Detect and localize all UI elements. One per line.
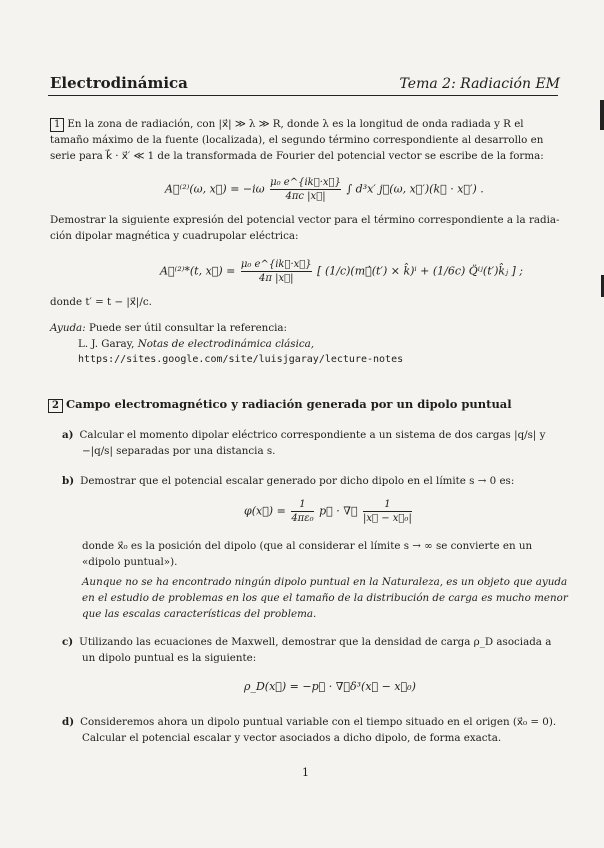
item-c-line-1: c) Utilizando las ecuaciones de Maxwell, demostrar que la densidad de carga ρ_D asociada a: [62, 636, 552, 648]
scan-edge-mark: [600, 100, 604, 130]
item-b-note-1: Aunque no se ha encontrado ningún dipolo puntual en la Naturaleza, es un objeto que ayuda: [82, 576, 568, 588]
item-b-line-1: b) Demostrar que el potencial escalar generado por dicho dipolo en el límite s → 0 es:: [62, 475, 515, 487]
reference-url: https://sites.google.com/site/luisjgaray/lecture-notes: [78, 354, 404, 365]
problem-1-line-2: tamaño máximo de la fuente (localizada), el segundo término correspondiente al desarrollo en: [50, 134, 544, 146]
problem-1-line-1: 1 En la zona de radiación, con |x⃗| ≫ λ ≫ R, donde λ es la longitud de onda radiada y R el: [50, 116, 524, 132]
equation-dipole-charge-density: ρ_D(x⃗) = −p⃗ · ∇⃗δ³(x⃗ − x⃗₀): [244, 680, 416, 693]
topic-title: Tema 2: Radiación EM: [399, 76, 560, 92]
page-number: 1: [302, 766, 309, 779]
item-d-line-1: d) Consideremos ahora un dipolo puntual variable con el tiempo situado en el origen (x⃗₀ = 0).: [62, 716, 557, 728]
problem-1-line-3: serie para k⃗ · x⃗′ ≪ 1 de la transformada de Fourier del potencial vector se escribe de la forma:: [50, 150, 544, 162]
equation-vector-potential-fourier: A⃗⁽²⁾(ω, x⃗) = −iω $\frac{\text{μ₀ e\textasciicircum{}\{ik⃗·x⃗\}}}{4\pi c |x⃗|}$ ∫ d³x′ j⃗(ω, x⃗′)(k⃗ · x⃗′) .: [165, 177, 484, 202]
retarded-time-definition: donde t′ = t − |x⃗|/c.: [50, 296, 152, 308]
item-c-line-2: un dipolo puntual es la siguiente:: [82, 652, 257, 664]
problem-1-line-5: ción dipolar magnética y cuadrupolar eléctrica:: [50, 230, 299, 242]
problem-2-heading: 2 Campo electromagnético y radiación generada por un dipolo puntual: [48, 397, 512, 413]
problem-1-number: 1: [50, 118, 64, 132]
reference-line: L. J. Garay, Notas de electrodinámica clásica,: [78, 338, 315, 350]
problem-2-number: 2: [48, 399, 63, 413]
item-b-note-2: en el estudio de problemas en los que el tamaño de la distribución de carga es mucho menor: [82, 592, 568, 604]
item-b-line-2: donde x⃗₀ es la posición del dipolo (que al considerar el límite s → ∞ se convierte en un: [82, 540, 533, 552]
item-b-note-3: que las escalas características del problema.: [82, 608, 317, 620]
equation-dipole-quadrupole: A⃗⁽²⁾*(t, x⃗) = $\frac{\text{μ₀ e\textasciicircum{}\{ik⃗·x⃗\}}}{4\pi |x⃗|}$ [ (1/c)(m⃗̇(t′) × k̂)ⁱ + (1/6c) Q̈ⁱʲ(t′)k̂ⱼ ] ;: [160, 259, 523, 284]
item-b-line-3: «dipolo puntual»).: [82, 556, 178, 568]
header-rule: [48, 95, 558, 96]
problem-1-line-4: Demostrar la siguiente expresión del potencial vector para el término correspondiente a la radia-: [50, 214, 560, 226]
item-a-line-2: −|q/s| separadas por una distancia s.: [82, 445, 276, 457]
equation-dipole-potential: φ(x⃗) = $\frac{1}{\text{4πε₀}}$ p⃗ · ∇⃗ $\frac{1}{\text{|x⃗ − x⃗₀|}}$: [244, 499, 412, 524]
hint-line: Ayuda: Puede ser útil consultar la referencia:: [50, 322, 287, 334]
item-d-line-2: Calcular el potencial escalar y vector asociados a dicho dipolo, de forma exacta.: [82, 732, 502, 744]
course-title: Electrodinámica: [50, 74, 188, 92]
item-a-line-1: a) Calcular el momento dipolar eléctrico correspondiente a un sistema de dos cargas |q/s| y: [62, 429, 546, 441]
